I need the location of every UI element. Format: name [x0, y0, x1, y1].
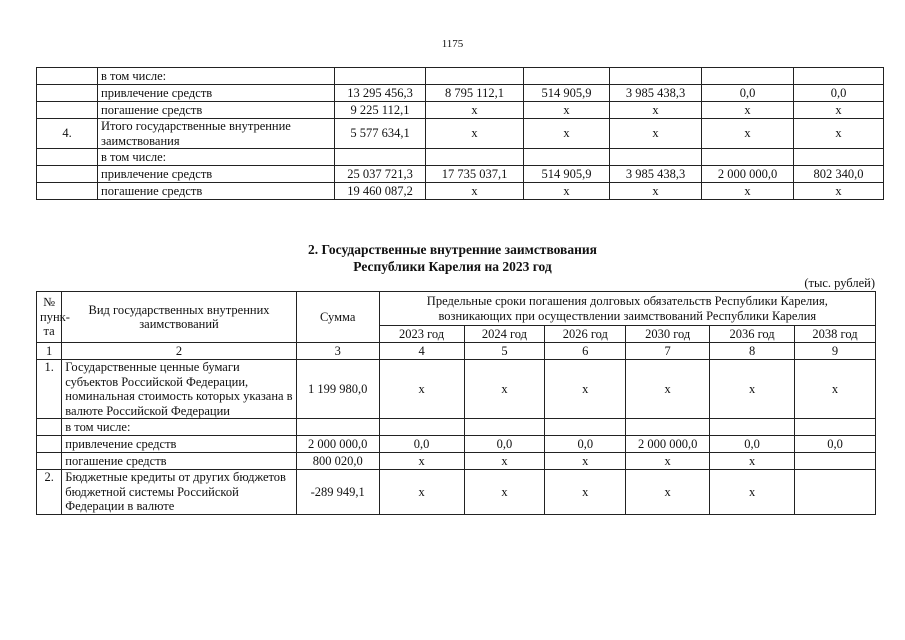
table-row — [37, 453, 876, 470]
table-row — [37, 85, 884, 102]
row-name: привлечение средств — [62, 436, 296, 453]
section-title-line1: 2. Государственные внутренние заимствования — [308, 242, 597, 257]
row-sum: 13 295 456,3 — [335, 85, 426, 102]
row-sum: 19 460 087,2 — [335, 183, 426, 200]
table-row — [37, 470, 876, 515]
header-span: Предельные сроки погашения долговых обязательств Республики Карелия, возникающих при осуществлении заимствований Республики Карелия — [379, 292, 875, 326]
row-value: х — [610, 102, 702, 119]
header-index: 4 — [379, 343, 464, 360]
row-value: х — [610, 119, 702, 149]
header-index: 8 — [710, 343, 795, 360]
row-value — [795, 453, 876, 470]
row-value: х — [710, 453, 795, 470]
row-num: 2. — [37, 470, 62, 515]
row-value — [426, 68, 524, 85]
row-value: 3 985 438,3 — [610, 166, 702, 183]
row-value — [464, 419, 545, 436]
row-value: 0,0 — [702, 85, 794, 102]
row-value: 2 000 000,0 — [626, 436, 710, 453]
row-value: 0,0 — [794, 85, 884, 102]
row-value: х — [626, 470, 710, 515]
row-value: х — [626, 453, 710, 470]
row-value: х — [702, 119, 794, 149]
row-value: х — [710, 360, 795, 419]
row-value: 8 795 112,1 — [426, 85, 524, 102]
row-value: х — [524, 183, 610, 200]
row-value: х — [545, 470, 626, 515]
header-year: 2030 год — [626, 326, 710, 343]
row-value: х — [545, 453, 626, 470]
row-value: 514 905,9 — [524, 166, 610, 183]
row-value: х — [794, 102, 884, 119]
row-num — [37, 419, 62, 436]
row-value: 3 985 438,3 — [610, 85, 702, 102]
row-name: в том числе: — [62, 419, 296, 436]
row-name: погашение средств — [98, 183, 335, 200]
row-value: х — [702, 102, 794, 119]
row-value: х — [795, 360, 876, 419]
row-value: 0,0 — [795, 436, 876, 453]
section-title — [0, 241, 905, 275]
row-num — [37, 102, 98, 119]
row-sum: 9 225 112,1 — [335, 102, 426, 119]
table-row — [37, 360, 876, 419]
row-name: привлечение средств — [98, 85, 335, 102]
row-sum: 800 020,0 — [296, 453, 379, 470]
row-value: х — [464, 470, 545, 515]
row-num: 4. — [37, 119, 98, 149]
units-label: (тыс. рублей) — [804, 276, 875, 290]
row-value — [794, 68, 884, 85]
table-row — [37, 436, 876, 453]
row-value: х — [545, 360, 626, 419]
row-value: 0,0 — [379, 436, 464, 453]
row-name: привлечение средств — [98, 166, 335, 183]
row-value — [426, 149, 524, 166]
continuation-table — [36, 67, 884, 200]
header-index: 1 — [37, 343, 62, 360]
row-value: х — [379, 453, 464, 470]
row-value: х — [426, 119, 524, 149]
row-value — [610, 68, 702, 85]
row-num — [37, 85, 98, 102]
row-value: х — [464, 360, 545, 419]
row-num — [37, 183, 98, 200]
header-index: 6 — [545, 343, 626, 360]
row-value: 514 905,9 — [524, 85, 610, 102]
row-value: х — [524, 102, 610, 119]
row-num — [37, 436, 62, 453]
row-name: погашение средств — [98, 102, 335, 119]
row-value: 0,0 — [545, 436, 626, 453]
row-num — [37, 453, 62, 470]
row-sum: 5 577 634,1 — [335, 119, 426, 149]
page-number: 1175 — [441, 38, 464, 50]
row-num — [37, 166, 98, 183]
row-num — [37, 68, 98, 85]
row-value: х — [524, 119, 610, 149]
table-row — [37, 149, 884, 166]
header-num: № пунк-та — [37, 292, 62, 343]
row-value: 2 000 000,0 — [702, 166, 794, 183]
header-sum: Сумма — [296, 292, 379, 343]
header-name: Вид государственных внутренних заимствований — [62, 292, 296, 343]
row-value — [702, 149, 794, 166]
row-name: в том числе: — [98, 149, 335, 166]
row-name: Государственные ценные бумаги субъектов Российской Федерации, номинальная стоимость которых указана в валюте Российской Федерации — [62, 360, 296, 419]
row-sum — [335, 68, 426, 85]
borrowings-2023-table — [36, 291, 876, 515]
row-name: Бюджетные кредиты от других бюджетов бюджетной системы Российской Федерации в валюте — [62, 470, 296, 515]
row-value — [626, 419, 710, 436]
row-value: х — [702, 183, 794, 200]
row-name: в том числе: — [98, 68, 335, 85]
header-index: 2 — [62, 343, 296, 360]
header-index: 3 — [296, 343, 379, 360]
row-value — [524, 68, 610, 85]
row-value: х — [710, 470, 795, 515]
row-name: Итого государственные внутренние заимствования — [98, 119, 335, 149]
row-value — [710, 419, 795, 436]
row-value — [795, 419, 876, 436]
table-row — [37, 68, 884, 85]
row-value: х — [626, 360, 710, 419]
row-value: 0,0 — [464, 436, 545, 453]
row-sum: -289 949,1 — [296, 470, 379, 515]
row-num — [37, 149, 98, 166]
row-value — [545, 419, 626, 436]
header-index: 9 — [795, 343, 876, 360]
row-value: х — [464, 453, 545, 470]
row-sum — [335, 149, 426, 166]
row-value: х — [379, 470, 464, 515]
header-year: 2038 год — [795, 326, 876, 343]
header-index: 5 — [464, 343, 545, 360]
table-row — [37, 119, 884, 149]
table-row — [37, 166, 884, 183]
row-value: 17 735 037,1 — [426, 166, 524, 183]
table-row — [37, 102, 884, 119]
row-sum: 25 037 721,3 — [335, 166, 426, 183]
header-index: 7 — [626, 343, 710, 360]
row-value: х — [794, 119, 884, 149]
header-year: 2023 год — [379, 326, 464, 343]
header-year: 2026 год — [545, 326, 626, 343]
header-year: 2036 год — [710, 326, 795, 343]
row-sum: 1 199 980,0 — [296, 360, 379, 419]
table-row — [37, 183, 884, 200]
row-sum — [296, 419, 379, 436]
row-value: х — [379, 360, 464, 419]
header-year: 2024 год — [464, 326, 545, 343]
row-value — [794, 149, 884, 166]
row-value: 0,0 — [710, 436, 795, 453]
row-value — [610, 149, 702, 166]
table-row — [37, 419, 876, 436]
row-value: х — [610, 183, 702, 200]
row-value: х — [426, 183, 524, 200]
row-value — [795, 470, 876, 515]
row-value: 802 340,0 — [794, 166, 884, 183]
row-value — [702, 68, 794, 85]
row-value — [524, 149, 610, 166]
row-value: х — [794, 183, 884, 200]
row-num: 1. — [37, 360, 62, 419]
row-name: погашение средств — [62, 453, 296, 470]
row-value: х — [426, 102, 524, 119]
section-title-line2: Республики Карелия на 2023 год — [353, 259, 552, 274]
row-value — [379, 419, 464, 436]
row-sum: 2 000 000,0 — [296, 436, 379, 453]
